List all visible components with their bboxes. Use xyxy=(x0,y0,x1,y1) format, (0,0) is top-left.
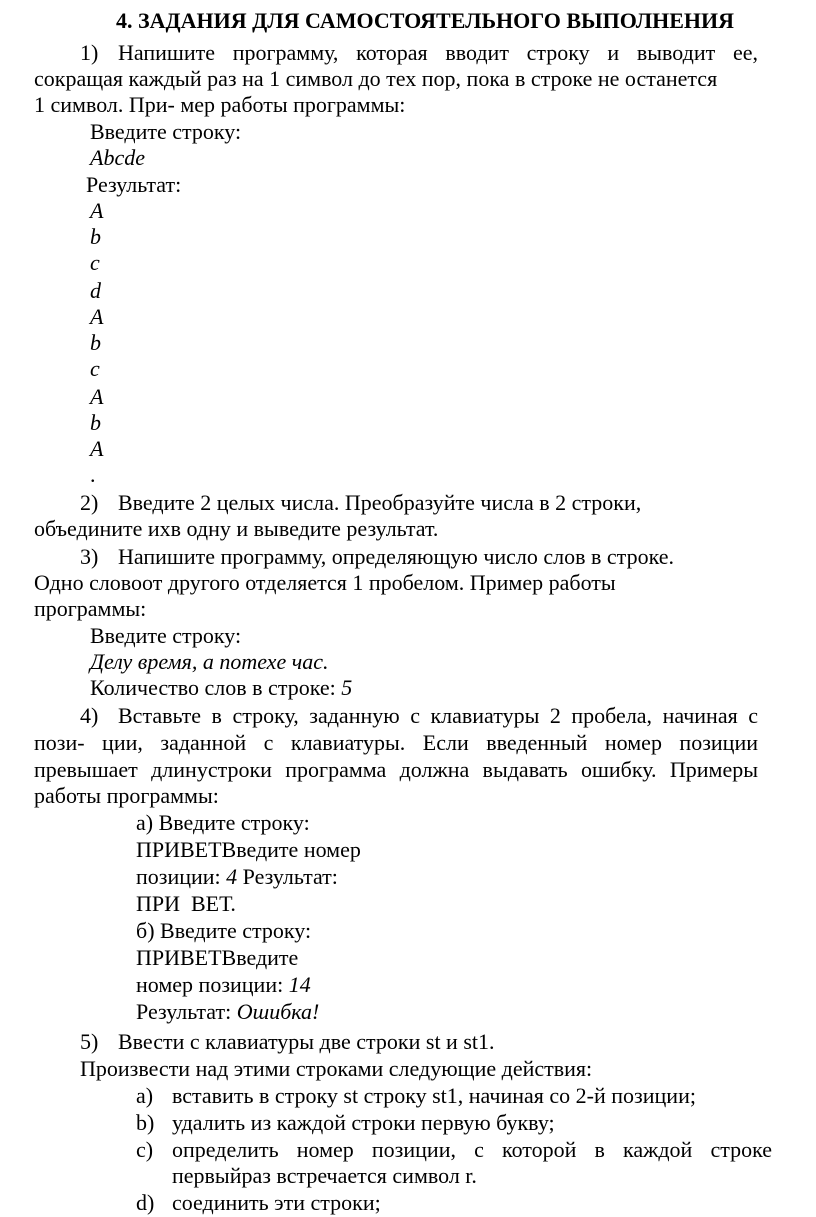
task5-text-line2: Произвести над этими строками следующие действия: xyxy=(80,1056,593,1081)
section-heading: 4. ЗАДАНИЯ ДЛЯ САМОСТОЯТЕЛЬНОГО ВЫПОЛНЕНИЯ xyxy=(116,8,735,33)
task5-item-text: соединить эти строки; xyxy=(172,1190,381,1215)
task4-example-a-input: ПРИВЕТВведите номер xyxy=(136,837,361,862)
task5-item-text: первыйраз встречается символ r. xyxy=(172,1163,477,1188)
task5-item-marker: b) xyxy=(136,1110,155,1135)
task3-count-line xyxy=(90,675,352,701)
task4-number: 4) xyxy=(80,703,99,728)
task1-result-label: Результат: xyxy=(86,172,182,197)
task1-output-line: A xyxy=(90,198,104,223)
task5-item-text: вставить в строку st строку st1, начиная со 2-й позиции; xyxy=(172,1083,696,1108)
task1-text-line1: Напишите программу, которая вводит строку и выводит ее, xyxy=(118,40,758,65)
task1-output-line: A xyxy=(90,304,104,329)
task4-text-line3: превышает длинустроки программа должна выдавать ошибку. Примеры xyxy=(34,757,758,782)
task1-output-line: c xyxy=(90,250,100,275)
task2-number: 2) xyxy=(80,490,99,515)
task4-b-result-label: Результат: xyxy=(136,999,232,1024)
task1-output-line: b xyxy=(90,410,101,435)
task3-prompt: Введите строку: xyxy=(90,623,242,648)
task4-example-a-position xyxy=(136,864,338,890)
task4-a-pos-value: 4 xyxy=(226,864,238,889)
task4-text-line4: работы программы: xyxy=(34,783,219,808)
task1-output-line: A xyxy=(90,436,104,461)
task2-text-line1: Введите 2 целых числа. Преобразуйте числа в 2 строки, xyxy=(118,490,642,515)
task1-output-line: c xyxy=(90,356,100,381)
task4-a-result-label: Результат: xyxy=(242,864,338,889)
task4-example-a-result: ПРИ ВЕТ. xyxy=(136,891,236,916)
task5-item-marker: a) xyxy=(136,1083,154,1108)
task4-example-b-input: ПРИВЕТВведите xyxy=(136,945,299,970)
task4-example-b-result xyxy=(136,999,319,1025)
task4-b-pos-value: 14 xyxy=(288,972,311,997)
task5-item-text: удалить из каждой строки первую букву; xyxy=(172,1110,555,1135)
task5-item-marker: d) xyxy=(136,1190,155,1215)
task1-output-line: b xyxy=(90,224,101,249)
task4-example-a-prompt: а) Введите строку: xyxy=(136,810,310,835)
task4-example-b-prompt: б) Введите строку: xyxy=(136,918,312,943)
task1-text-line3: 1 символ. При- мер работы программы: xyxy=(34,92,406,117)
task3-text-line3: программы: xyxy=(34,596,147,621)
task3-number: 3) xyxy=(80,544,99,569)
task1-output-line: A xyxy=(90,384,104,409)
task4-b-pos-label: номер позиции: xyxy=(136,972,284,997)
task4-a-pos-label: позиции: xyxy=(136,864,221,889)
task1-prompt: Введите строку: xyxy=(90,119,242,144)
task5-item-marker: c) xyxy=(136,1137,154,1162)
task1-output-line: d xyxy=(90,278,101,303)
task4-text-line2: пози- ции, заданной с клавиатуры. Если введенный номер позиции xyxy=(34,730,758,755)
task1-output-line: b xyxy=(90,330,101,355)
task1-number: 1) xyxy=(80,40,99,65)
task4-text-line1: Вставьте в строку, заданную с клавиатуры 2 пробела, начиная с xyxy=(118,703,758,728)
task5-item-text: определить номер позиции, с которой в каждой строке xyxy=(172,1137,772,1162)
task1-text-line2: сокращая каждый раз на 1 символ до тех пор, пока в строке не останется xyxy=(34,66,718,91)
task5-text-line1: Ввести с клавиатуры две строки st и st1. xyxy=(118,1029,495,1054)
task3-count-label: Количество слов в строке: xyxy=(90,675,336,700)
task2-text-line2: объедините ихв одну и выведите результат. xyxy=(34,516,439,541)
task3-text-line1: Напишите программу, определяющую число слов в строке. xyxy=(118,544,674,569)
task3-text-line2: Одно словоот другого отделяется 1 пробелом. Пример работы xyxy=(34,570,616,595)
task4-b-result-value: Ошибка! xyxy=(236,999,320,1024)
task3-count-value: 5 xyxy=(341,675,353,700)
task4-example-b-position xyxy=(136,972,311,998)
task3-input: Делу время, а потехе час. xyxy=(90,649,329,674)
task1-output-line: . xyxy=(90,462,96,487)
task5-number: 5) xyxy=(80,1029,99,1054)
task1-input: Abcde xyxy=(90,145,145,170)
